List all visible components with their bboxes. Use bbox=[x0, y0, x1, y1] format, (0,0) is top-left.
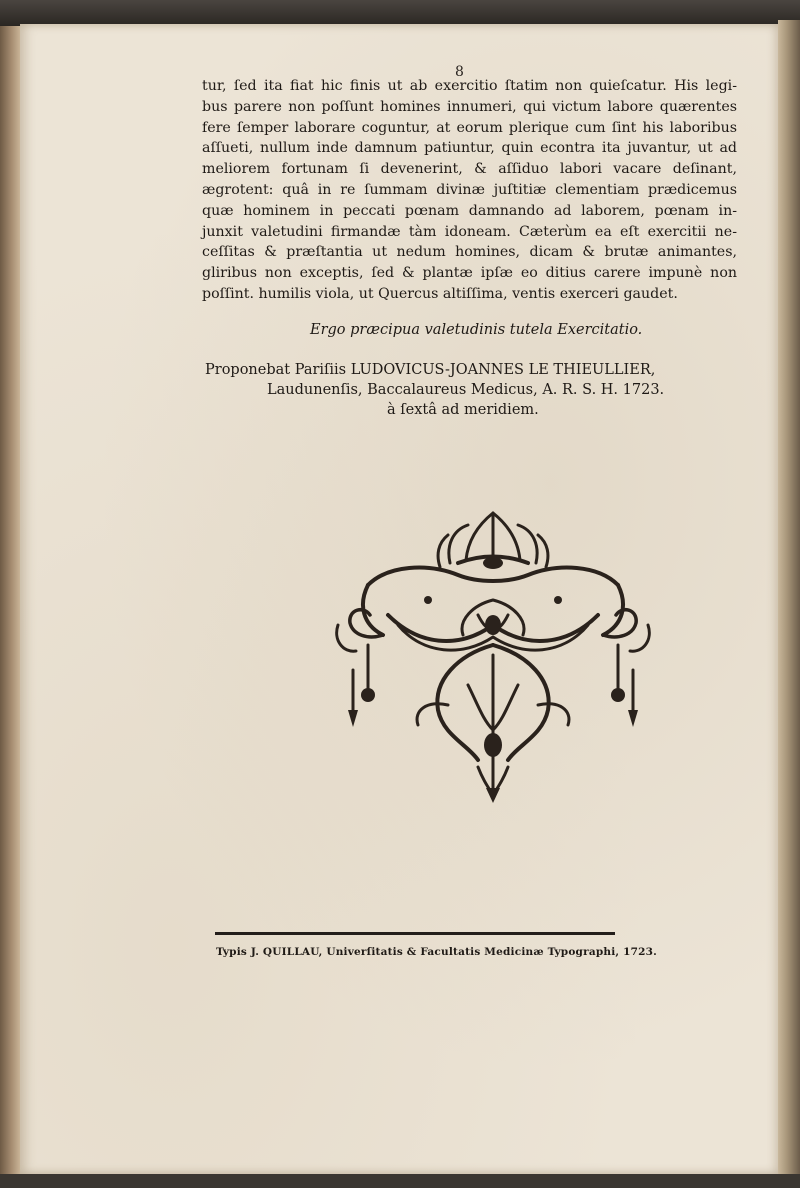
proposition-line: Proponebat Pariſiis LUDOVICUS-JOANNES LE THIEULLIER, bbox=[205, 362, 656, 378]
proposition-line: Laudunenſis, Baccalaureus Medicus, A. R. S. H. 1723. bbox=[267, 382, 665, 398]
horizontal-rule bbox=[215, 932, 615, 935]
body-line: ægrotent: quâ in re ſummam divinæ juſtitiæ clementiam prædicemus bbox=[202, 181, 737, 198]
baroque-ornament-icon bbox=[328, 505, 658, 805]
body-paragraph bbox=[202, 76, 737, 305]
body-line: gliribus non exceptis, ſed & plantæ ipſæ eo ditius carere impunè non bbox=[202, 265, 737, 282]
page-stack-edge bbox=[778, 20, 800, 1180]
printer-imprint: Typis J. QUILLAU, Univerſitatis & Facultatis Medicinæ Typographi, 1723. bbox=[216, 946, 657, 958]
book-top-edge bbox=[0, 0, 800, 26]
body-line: tur, ſed ita fiat hic finis ut ab exercitio ſtatim non quieſcatur. His legi- bbox=[202, 78, 737, 94]
body-line: aſſueti, nullum inde damnum patiuntur, quin econtra ita juvantur, ut ad bbox=[202, 140, 737, 157]
proposition-line: à ſextâ ad meridiem. bbox=[387, 402, 539, 418]
thesis-motto: Ergo præcipua valetudinis tutela Exercitatio. bbox=[310, 322, 643, 338]
body-line: junxit valetudini firmandæ tàm idoneam. Cæterùm ea eſt exercitii ne- bbox=[202, 223, 737, 240]
body-line: poſſint. humilis viola, ut Quercus altiſſima, ventis exerceri gaudet. bbox=[202, 285, 678, 302]
proposition-block bbox=[205, 360, 745, 420]
page-number: 8 bbox=[455, 64, 464, 80]
body-line: quæ hominem in peccati pœnam damnando ad laborem, pœnam in- bbox=[202, 202, 737, 219]
body-line: bus parere non poſſunt homines innumeri, qui victum labore quærentes bbox=[202, 98, 737, 115]
book-bottom-edge bbox=[0, 1174, 800, 1188]
body-line: fere ſemper laborare coguntur, at eorum plerique cum ſint his laboribus bbox=[202, 119, 737, 136]
body-line: meliorem fortunam ſi devenerint, & aſſiduo labori vacare deſinant, bbox=[202, 161, 737, 178]
body-line: ceſſitas & præſtantia ut nedum homines, dicam & brutæ animantes, bbox=[202, 244, 737, 261]
book-spine-edge bbox=[0, 26, 20, 1176]
